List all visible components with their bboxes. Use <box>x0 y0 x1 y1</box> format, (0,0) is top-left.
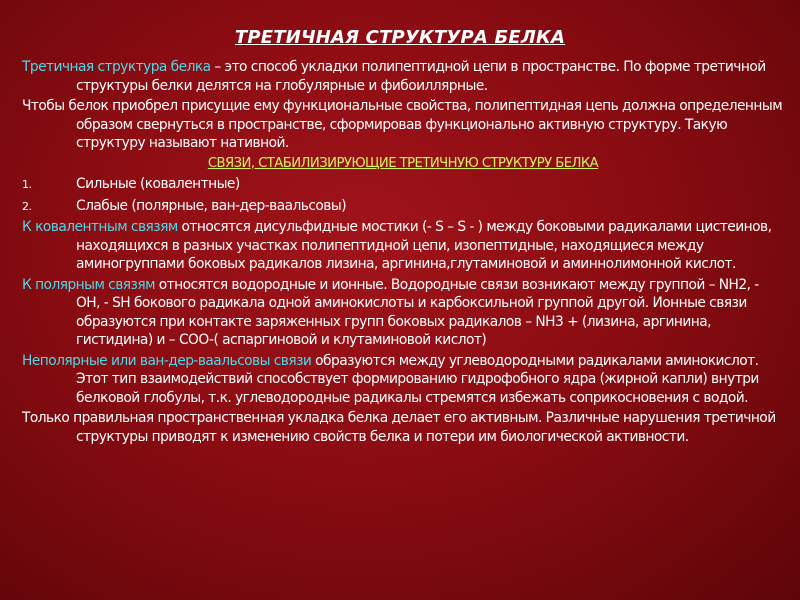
list-text: Слабые (полярные, ван-дер-ваальсовы) <box>76 197 347 214</box>
polar-bonds-text: относятся водородные и ионные. Водородные связи возникают между группой – NH2, - OH, - SH бокового радикала одной аминокислоты и карбоксильной группой другой. Ионные связи образуются при контакте заряженных групп боковых радикалов – NH3 + (лизина, аргинина, гистидина) и – COO-( аспаргиновой и клутаминовой кислот) <box>76 276 759 348</box>
list-item <box>22 175 784 195</box>
conclusion-text: Только правильная пространственная укладка белка делает его активным. Различные нарушения третичной структуры приводят к изменению свойств белка и потери им биологической активности. <box>22 410 776 445</box>
list-text: Сильные (ковалентные) <box>76 176 240 192</box>
paragraph-native-structure <box>22 97 784 153</box>
paragraph-covalent-bonds <box>22 218 784 274</box>
term-nonpolar-bonds: Неполярные или ван-дер-ваальсовы связи <box>22 352 312 369</box>
list-number: 1. <box>22 178 32 191</box>
paragraph-polar-bonds <box>22 276 784 350</box>
term-covalent-bonds: К ковалентным связям <box>22 219 178 235</box>
paragraph-definition <box>22 58 784 95</box>
term-polar-bonds: К полярным связям <box>22 276 155 293</box>
paragraph-conclusion <box>22 409 784 446</box>
list-item <box>22 197 784 217</box>
term-tertiary-structure: Третичная структура белка <box>22 59 211 75</box>
definition-text: – это способ укладки полипептидной цепи в пространстве. По форме третичной структуры белки делятся на глобулярные и фибоиллярные. <box>76 59 766 94</box>
nonpolar-bonds-text: образуются между углеводородными радикалами аминокислот. Этот тип взаимодействий способствует формированию гидрофобного ядра (жирной капли) внутри белковой глобулы, т.к. углеводородные радикалы стремятся избежать соприкосновения с водой. <box>76 352 759 406</box>
bonds-subheading: СВЯЗИ, СТАБИЛИЗИРУЮЩИЕ ТРЕТИЧНУЮ СТРУКТУРУ БЕЛКА <box>207 155 599 171</box>
slide-title: ТРЕТИЧНАЯ СТРУКТУРА БЕЛКА <box>234 27 566 48</box>
list-number: 2. <box>22 199 32 213</box>
covalent-bonds-text: относятся дисульфидные мостики (- S – S - ) между боковыми радикалами цистеинов, находящихся в разных участках полипептидной цепи, изопептидные, находящиеся между аминогруппами боковых радикалов лизина, аргинина,глутаминовой и аминнолимонной кислот. <box>76 219 772 272</box>
paragraph-nonpolar-bonds <box>22 352 784 408</box>
native-structure-text: Чтобы белок приобрел присущие ему функциональные свойства, полипептидная цепь должна определенным образом свернуться в пространстве, сформировав функционально активную структуру. Такую структуру называют нативной. <box>22 98 783 151</box>
slide-body <box>22 58 784 448</box>
